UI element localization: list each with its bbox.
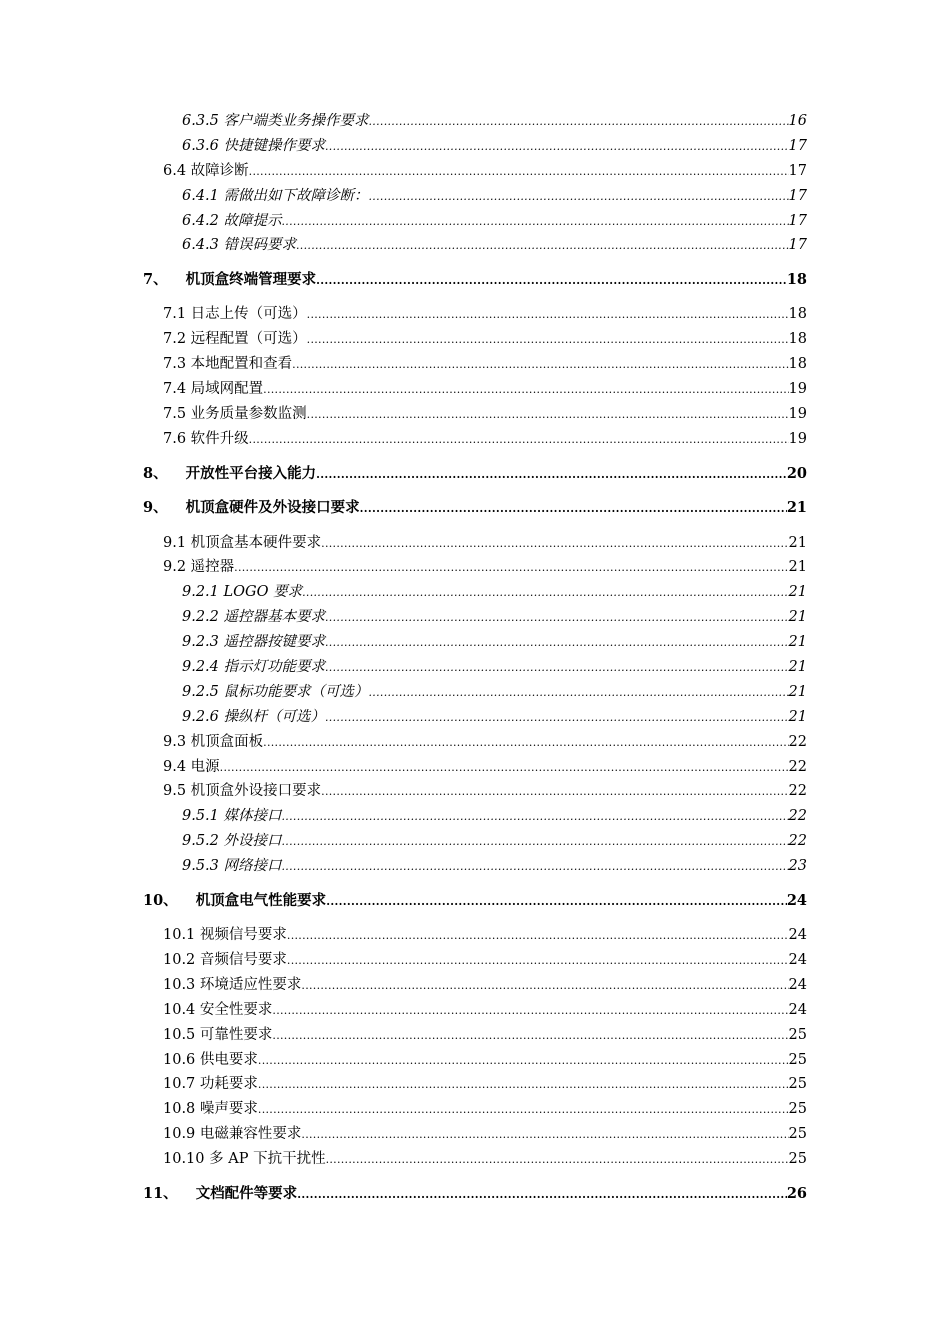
- toc-entry[interactable]: [163, 1124, 807, 1145]
- toc-entry-title: 10.3 环境适应性要求: [163, 977, 302, 993]
- toc-entry[interactable]: [182, 657, 807, 678]
- toc-dot-leader: [287, 926, 789, 946]
- toc-dot-leader: [272, 1026, 788, 1046]
- toc-dot-leader: [316, 465, 787, 485]
- toc-dot-leader: [369, 112, 789, 132]
- toc-entry-title: 9.2.2 遥控器基本要求: [182, 609, 326, 625]
- toc-dot-leader: [316, 271, 787, 291]
- toc-page-number: 17: [788, 138, 807, 154]
- toc-dot-leader: [234, 558, 788, 578]
- toc-entry-title: [143, 498, 360, 518]
- toc-entry-title: 10.7 功耗要求: [163, 1076, 258, 1092]
- toc-page-number: 21: [788, 634, 807, 650]
- toc-page-number: 25: [788, 1101, 807, 1117]
- toc-entry-title: 6.4.1 需做出如下故障诊断：: [182, 188, 369, 204]
- toc-page-number: 25: [788, 1076, 807, 1092]
- toc-entry-title: 9.2.3 遥控器按键要求: [182, 634, 326, 650]
- toc-page-number: 25: [788, 1027, 807, 1043]
- toc-entry[interactable]: [143, 1184, 807, 1205]
- toc-dot-leader: [321, 782, 788, 802]
- toc-page-number: 24: [788, 977, 807, 993]
- toc-entry[interactable]: [163, 757, 807, 778]
- toc-entry[interactable]: [163, 950, 807, 971]
- toc-entry[interactable]: [182, 582, 807, 603]
- toc-page-number: 21: [788, 609, 807, 625]
- toc-dot-leader: [302, 583, 788, 603]
- toc-entry[interactable]: [163, 404, 807, 425]
- toc-entry-title: 7.3 本地配置和查看: [163, 356, 293, 372]
- toc-entry-title: [143, 1184, 297, 1204]
- toc-page-number: 25: [788, 1052, 807, 1068]
- toc-entry-title: 9.3 机顶盒面板: [163, 734, 264, 750]
- toc-entry-title: 9.2 遥控器: [163, 559, 235, 575]
- toc-dot-leader: [263, 380, 788, 400]
- toc-entry[interactable]: [182, 632, 807, 653]
- toc-entry[interactable]: [163, 1025, 807, 1046]
- toc-dot-leader: [307, 405, 789, 425]
- toc-dot-leader: [282, 807, 789, 827]
- toc-dot-leader: [282, 832, 789, 852]
- toc-entry[interactable]: [163, 1074, 807, 1095]
- toc-entry-number: 11、: [143, 1185, 178, 1202]
- toc-entry-title: 6.4 故障诊断: [163, 163, 249, 179]
- toc-entry-title: 7.4 局域网配置: [163, 381, 264, 397]
- toc-entry[interactable]: [163, 379, 807, 400]
- toc-page-number: 21: [786, 499, 807, 516]
- toc-entry-title: 7.6 软件升级: [163, 431, 249, 447]
- toc-page-number: 22: [788, 833, 807, 849]
- toc-dot-leader: [307, 305, 789, 325]
- toc-entry[interactable]: [182, 211, 807, 232]
- toc-entry-title: 10.8 噪声要求: [163, 1101, 258, 1117]
- toc-page-number: 21: [788, 684, 807, 700]
- toc-entry[interactable]: [163, 329, 807, 350]
- toc-page-number: 20: [786, 465, 807, 482]
- toc-dot-leader: [258, 1100, 789, 1120]
- toc-dot-leader: [282, 857, 789, 877]
- toc-dot-leader: [360, 499, 787, 519]
- toc-dot-leader: [282, 212, 789, 232]
- toc-entry-title: 6.3.6 快捷键操作要求: [182, 138, 326, 154]
- toc-page-number: 17: [788, 188, 807, 204]
- toc-entry[interactable]: [182, 111, 807, 132]
- toc-dot-leader: [326, 1150, 789, 1170]
- toc-dot-leader: [249, 162, 789, 182]
- toc-entry[interactable]: [163, 1000, 807, 1021]
- toc-entry-title: [143, 891, 326, 911]
- toc-dot-leader: [258, 1075, 789, 1095]
- toc-page-number: 25: [788, 1126, 807, 1142]
- toc-entry-number: 10、: [143, 892, 178, 909]
- toc-page-number: 21: [788, 659, 807, 675]
- toc-entry[interactable]: [163, 1050, 807, 1071]
- toc-dot-leader: [297, 1185, 787, 1205]
- toc-page-number: 19: [788, 406, 807, 422]
- toc-entry[interactable]: [182, 806, 807, 827]
- toc-dot-leader: [369, 187, 789, 207]
- toc-entry-title: 9.5.3 网络接口: [182, 858, 282, 874]
- toc-entry[interactable]: [163, 1099, 807, 1120]
- toc-entry-title: 10.9 电磁兼容性要求: [163, 1126, 302, 1142]
- toc-dot-leader: [369, 683, 789, 703]
- toc-entry[interactable]: [163, 161, 807, 182]
- toc-page-number: 21: [788, 535, 807, 551]
- toc-entry-title: 9.5 机顶盒外设接口要求: [163, 783, 322, 799]
- toc-dot-leader: [301, 976, 788, 996]
- toc-entry-label: 机顶盒硬件及外设接口要求: [185, 499, 360, 516]
- toc-dot-leader: [220, 758, 789, 778]
- toc-entry[interactable]: [182, 831, 807, 852]
- toc-dot-leader: [325, 137, 789, 157]
- toc-dot-leader: [249, 430, 789, 450]
- toc-page-number: 23: [788, 858, 807, 874]
- toc-entry-title: 6.4.3 错误码要求: [182, 237, 297, 253]
- toc-entry[interactable]: [143, 464, 807, 485]
- toc-entry[interactable]: [163, 925, 807, 946]
- toc-dot-leader: [296, 236, 789, 256]
- toc-dot-leader: [325, 633, 789, 653]
- toc-page-number: 25: [788, 1151, 807, 1167]
- toc-entry-title: 10.10 多 AP 下抗干扰性: [163, 1151, 326, 1167]
- toc-entry-number: 8、: [143, 465, 168, 482]
- toc-entry-title: [143, 464, 316, 484]
- toc-page-number: 21: [788, 709, 807, 725]
- toc-page-number: 24: [786, 892, 807, 909]
- toc-page-number: 18: [786, 271, 807, 288]
- toc-entry[interactable]: [163, 429, 807, 450]
- toc-dot-leader: [325, 608, 789, 628]
- toc-page-number: 17: [788, 213, 807, 229]
- toc-entry-label: 机顶盒电气性能要求: [195, 892, 327, 909]
- toc-entry-title: 10.6 供电要求: [163, 1052, 258, 1068]
- toc-dot-leader: [307, 330, 789, 350]
- toc-page-number: 18: [788, 306, 807, 322]
- toc-entry[interactable]: [182, 136, 807, 157]
- toc-entry-title: 6.3.5 客户端类业务操作要求: [182, 113, 369, 129]
- toc-entry[interactable]: [163, 1149, 807, 1170]
- toc-page-number: 22: [788, 808, 807, 824]
- toc-dot-leader: [325, 708, 789, 728]
- toc-entry[interactable]: [163, 304, 807, 325]
- toc-entry-title: 9.5.2 外设接口: [182, 833, 282, 849]
- toc-entry-label: 开放性平台接入能力: [185, 465, 317, 482]
- toc-entry-title: 9.2.1 LOGO 要求: [182, 584, 303, 600]
- toc-page-number: 18: [788, 356, 807, 372]
- toc-entry-label: 机顶盒终端管理要求: [185, 271, 317, 288]
- toc-page-number: 18: [788, 331, 807, 347]
- toc-entry[interactable]: [182, 856, 807, 877]
- toc-entry[interactable]: [143, 270, 807, 291]
- toc-page-number: 24: [788, 927, 807, 943]
- toc-entry-title: 9.1 机顶盒基本硬件要求: [163, 535, 322, 551]
- toc-dot-leader: [326, 892, 787, 912]
- toc-entry[interactable]: [163, 781, 807, 802]
- toc-page-number: 21: [788, 559, 807, 575]
- toc-dot-leader: [321, 534, 788, 554]
- toc-page-number: 24: [788, 1002, 807, 1018]
- toc-entry-title: 7.2 远程配置（可选）: [163, 331, 307, 347]
- toc-dot-leader: [301, 1125, 788, 1145]
- toc-entry-number: 9、: [143, 499, 168, 516]
- toc-entry-title: 10.4 安全性要求: [163, 1002, 273, 1018]
- toc-entry-title: 9.4 电源: [163, 759, 220, 775]
- toc-entry[interactable]: [182, 607, 807, 628]
- toc-entry[interactable]: [163, 533, 807, 554]
- toc-page-number: 19: [788, 431, 807, 447]
- toc-entry[interactable]: [143, 498, 807, 519]
- toc-dot-leader: [325, 658, 789, 678]
- toc-page-number: 22: [788, 783, 807, 799]
- toc-entry[interactable]: [163, 557, 807, 578]
- toc-entry-title: 9.5.1 媒体接口: [182, 808, 282, 824]
- toc-page-number: 16: [788, 113, 807, 129]
- toc-entry-title: 9.2.5 鼠标功能要求（可选）: [182, 684, 369, 700]
- toc-dot-leader: [272, 1001, 788, 1021]
- toc-entry[interactable]: [182, 235, 807, 256]
- toc-entry-title: 10.5 可靠性要求: [163, 1027, 273, 1043]
- toc-entry-number: 7、: [143, 271, 168, 288]
- toc-page-number: 22: [788, 734, 807, 750]
- toc-page-number: 26: [786, 1185, 807, 1202]
- toc-entry-title: 7.1 日志上传（可选）: [163, 306, 307, 322]
- toc-entry-title: 6.4.2 故障提示: [182, 213, 282, 229]
- toc-entry[interactable]: [182, 186, 807, 207]
- toc-entry-title: 7.5 业务质量参数监测: [163, 406, 307, 422]
- toc-entry-title: 9.2.4 指示灯功能要求: [182, 659, 326, 675]
- toc-page-number: 22: [788, 759, 807, 775]
- toc-page-number: 24: [788, 952, 807, 968]
- toc-page-number: 21: [788, 584, 807, 600]
- toc-entry[interactable]: [163, 354, 807, 375]
- toc-entry[interactable]: [143, 891, 807, 912]
- toc-dot-leader: [263, 733, 788, 753]
- toc-entry-title: 9.2.6 操纵杆（可选）: [182, 709, 326, 725]
- toc-entry-title: 10.2 音频信号要求: [163, 952, 287, 968]
- toc-dot-leader: [292, 355, 788, 375]
- toc-dot-leader: [287, 951, 789, 971]
- toc-entry[interactable]: [182, 682, 807, 703]
- toc-entry[interactable]: [163, 975, 807, 996]
- toc-entry-title: 10.1 视频信号要求: [163, 927, 287, 943]
- toc-entry-label: 文档配件等要求: [195, 1185, 298, 1202]
- toc-entry[interactable]: [182, 707, 807, 728]
- toc-page-number: 19: [788, 381, 807, 397]
- toc-page-number: 17: [788, 237, 807, 253]
- toc-entry[interactable]: [163, 732, 807, 753]
- toc-dot-leader: [258, 1051, 789, 1071]
- toc-entry-title: [143, 270, 316, 290]
- toc-page-number: 17: [788, 163, 807, 179]
